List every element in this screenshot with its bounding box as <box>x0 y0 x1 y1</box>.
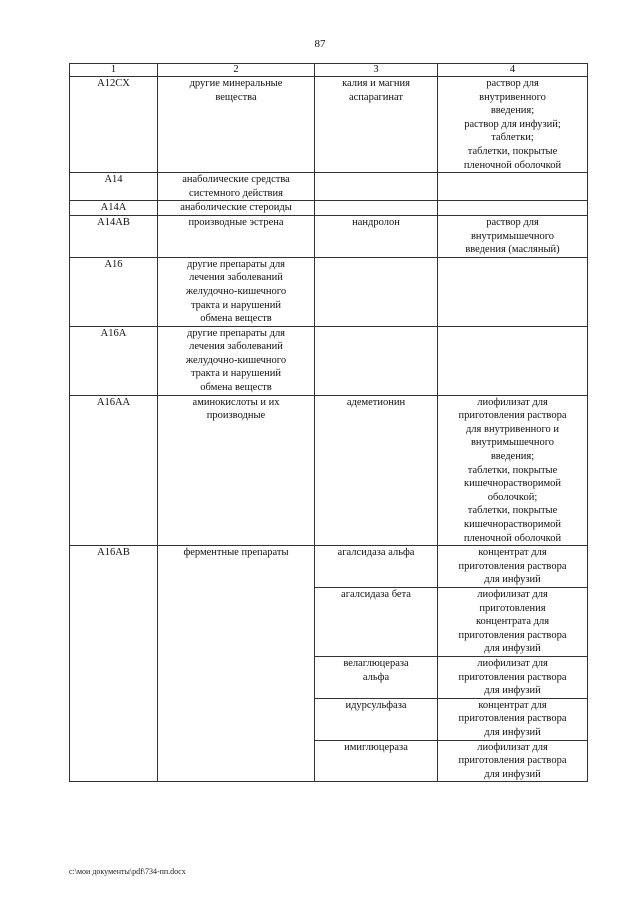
column-header: 1 <box>70 64 158 77</box>
dosage-form <box>438 326 588 395</box>
dosage-form: концентрат для приготовления раствора для инфузий <box>438 546 588 588</box>
atc-code: A16AB <box>70 546 158 782</box>
group-name: производные эстрена <box>158 215 315 257</box>
table-row <box>70 77 588 173</box>
atc-code: A14 <box>70 173 158 201</box>
atc-code: A14A <box>70 201 158 216</box>
substance-name: адеметионин <box>315 395 438 546</box>
dosage-form: концентрат для приготовления раствора для инфузий <box>438 698 588 740</box>
table-row <box>70 395 588 546</box>
group-name: другие препараты для лечения заболеваний желудочно-кишечного тракта и нарушений обмена веществ <box>158 326 315 395</box>
atc-code: A14AB <box>70 215 158 257</box>
table-row <box>70 546 588 588</box>
substance-name: велаглюцераза альфа <box>315 656 438 698</box>
table-row <box>70 326 588 395</box>
dosage-form: лиофилизат для приготовления раствора для инфузий <box>438 740 588 782</box>
footer-file-path: c:\мои документы\pdf\734-пп.docx <box>69 867 186 876</box>
substance-name <box>315 326 438 395</box>
substance-name <box>315 201 438 216</box>
column-header: 4 <box>438 64 588 77</box>
drug-classification-table <box>69 63 588 782</box>
dosage-form: лиофилизат для приготовления раствора для инфузий <box>438 656 588 698</box>
table-row <box>70 257 588 326</box>
substance-name: агалсидаза бета <box>315 587 438 656</box>
dosage-form <box>438 257 588 326</box>
substance-name: идурсульфаза <box>315 698 438 740</box>
group-name: анаболические средства системного действия <box>158 173 315 201</box>
table-row <box>70 173 588 201</box>
substance-name <box>315 173 438 201</box>
table-row <box>70 201 588 216</box>
column-header: 2 <box>158 64 315 77</box>
table-row <box>70 215 588 257</box>
atc-code: A16 <box>70 257 158 326</box>
substance-name <box>315 257 438 326</box>
dosage-form <box>438 201 588 216</box>
atc-code: A16AA <box>70 395 158 546</box>
column-header: 3 <box>315 64 438 77</box>
dosage-form: лиофилизат для приготовления раствора для внутривенного и внутримышечного введения; таблетки, покрытые кишечнорастворимой оболочкой; таблетки, покрытые кишечнорастворимой пленочной оболочкой <box>438 395 588 546</box>
group-name: другие препараты для лечения заболеваний желудочно-кишечного тракта и нарушений обмена веществ <box>158 257 315 326</box>
dosage-form: раствор для внутривенного введения; раствор для инфузий; таблетки; таблетки, покрытые пленочной оболочкой <box>438 77 588 173</box>
dosage-form: раствор для внутримышечного введения (масляный) <box>438 215 588 257</box>
dosage-form <box>438 173 588 201</box>
dosage-form: лиофилизат для приготовления концентрата для приготовления раствора для инфузий <box>438 587 588 656</box>
group-name: ферментные препараты <box>158 546 315 782</box>
atc-code: A12CX <box>70 77 158 173</box>
page-number: 87 <box>314 38 326 50</box>
table-header-row <box>70 64 588 77</box>
substance-name: нандролон <box>315 215 438 257</box>
substance-name: калия и магния аспарагинат <box>315 77 438 173</box>
group-name: другие минеральные вещества <box>158 77 315 173</box>
group-name: аминокислоты и их производные <box>158 395 315 546</box>
atc-code: A16A <box>70 326 158 395</box>
substance-name: агалсидаза альфа <box>315 546 438 588</box>
substance-name: имиглюцераза <box>315 740 438 782</box>
group-name: анаболические стероиды <box>158 201 315 216</box>
